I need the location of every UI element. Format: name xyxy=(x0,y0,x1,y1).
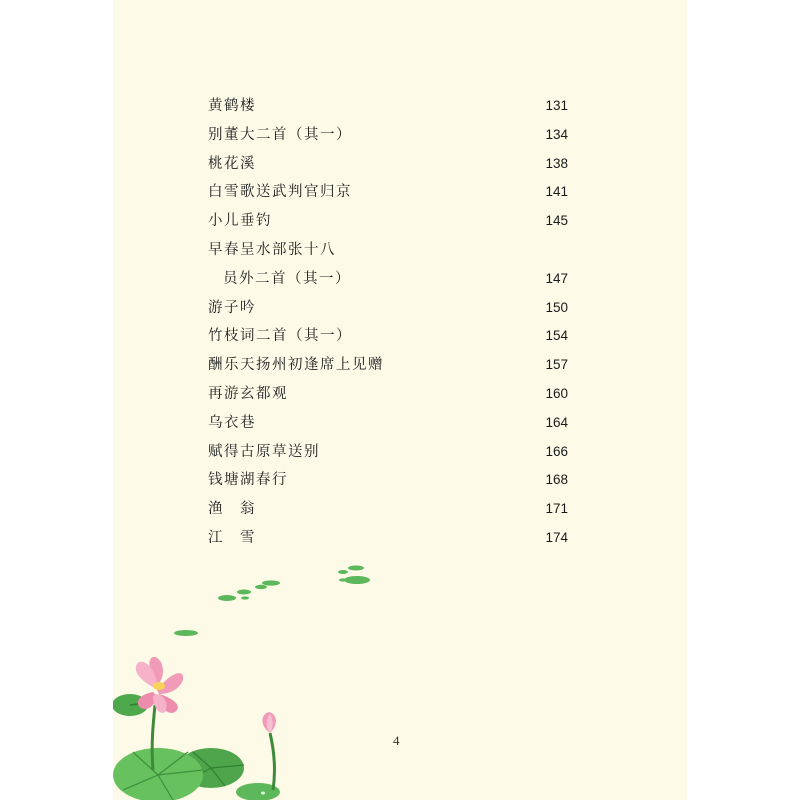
floating-leaves xyxy=(174,566,370,637)
toc-entry-page-number: 168 xyxy=(545,472,568,488)
toc-entry-title: 江 雪 xyxy=(208,529,256,546)
toc-entry-title: 游子吟 xyxy=(208,299,256,316)
lotus-pond-illustration xyxy=(113,0,687,800)
lotus-flower xyxy=(136,657,183,713)
toc-entry-page-number: 145 xyxy=(545,213,568,229)
page-number: 4 xyxy=(393,733,400,748)
toc-entry-page-number: 174 xyxy=(545,529,568,545)
toc-entry-title: 白雪歌送武判官归京 xyxy=(208,184,352,201)
toc-entry-title: 乌衣巷 xyxy=(208,414,256,431)
toc-entry-page-number: 164 xyxy=(545,414,568,430)
toc-entry-page-number: 147 xyxy=(545,270,568,286)
toc-entry-page-number: 150 xyxy=(545,299,568,315)
toc-entry-page-number: 171 xyxy=(545,501,568,517)
toc-entry-title: 早春呈水部张十八 xyxy=(208,241,336,258)
toc-entry-page-number: 141 xyxy=(545,184,568,200)
toc-entry-title: 别董大二首（其一） xyxy=(208,126,352,143)
toc-entry-page-number: 160 xyxy=(545,385,568,401)
toc-entry-page-number: 131 xyxy=(545,98,568,113)
toc-entry-title: 赋得古原草送别 xyxy=(208,443,320,460)
toc-entry-title: 桃花溪 xyxy=(208,155,256,172)
toc-entry-page-number: 166 xyxy=(545,443,568,459)
toc-entry-title: 再游玄都观 xyxy=(208,385,288,402)
toc-entry-page-number: 154 xyxy=(545,328,568,344)
toc-entry-title: 黄鹤楼 xyxy=(208,98,256,114)
toc-entry-title: 员外二首（其一） xyxy=(223,270,351,287)
toc-entry-title: 酬乐天扬州初逢席上见赠 xyxy=(208,357,384,374)
toc-entry-page-number: 138 xyxy=(545,155,568,171)
toc-entry-page-number: 157 xyxy=(545,357,568,373)
lily-pads xyxy=(113,694,280,800)
toc-entry-title: 渔 翁 xyxy=(208,501,256,518)
toc-entry-title: 竹枝词二首（其一） xyxy=(208,328,352,345)
toc-entry-title: 小儿垂钓 xyxy=(208,213,272,230)
lotus-bud xyxy=(262,712,276,733)
toc-entry-title: 钱塘湖春行 xyxy=(208,472,288,489)
book-page xyxy=(113,0,687,800)
toc-entry-page-number: 134 xyxy=(545,126,568,142)
